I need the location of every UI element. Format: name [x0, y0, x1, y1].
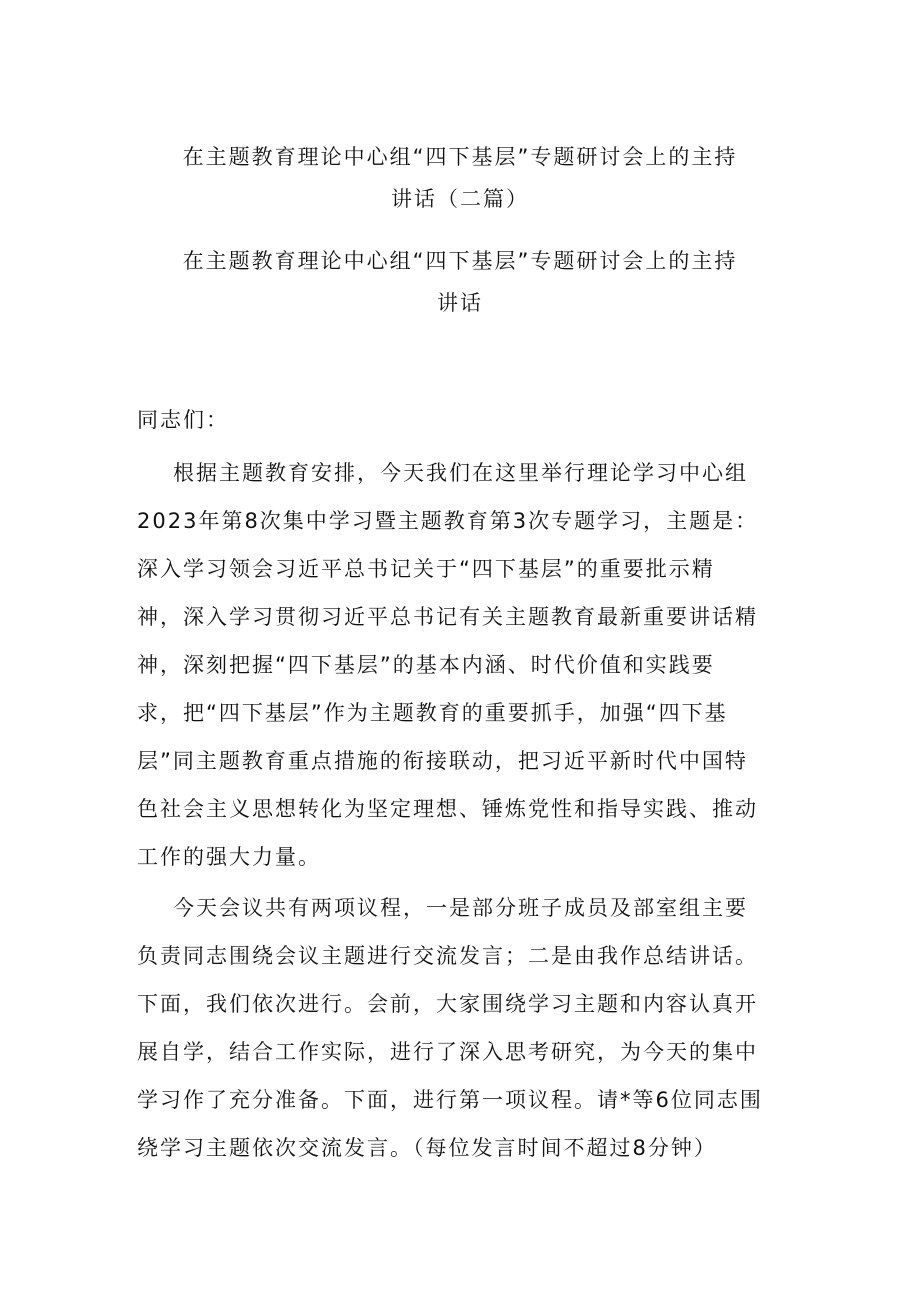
paragraph-line: 根据主题教育安排，今天我们在这里举行理论学习中心组 [173, 461, 748, 485]
paragraph-line: 层”同主题教育重点措施的衔接联动，把习近平新时代中国特 [137, 749, 748, 773]
paragraph-line: 2023年第8次集中学习暨主题教育第3次专题学习，主题是： [137, 509, 759, 533]
paragraph-2 [137, 884, 787, 1172]
greeting: 同志们： [137, 408, 229, 432]
paragraph-line: 展自学，结合工作实际，进行了深入思考研究，为今天的集中 [137, 1040, 758, 1064]
paragraph-line: 神，深刻把握“四下基层”的基本内涵、时代价值和实践要 [137, 653, 715, 677]
document-title [130, 136, 790, 220]
paragraph-line: 今天会议共有两项议程，一是部分班子成员及部室组主要 [173, 896, 748, 920]
paragraph-line: 神，深入学习贯彻习近平总书记有关主题教育最新重要讲话精 [137, 605, 758, 629]
paragraph-line: 色社会主义思想转化为坚定理想、锤炼党性和指导实践、推动 [137, 797, 758, 821]
title-line-2: 讲话（二篇） [391, 187, 529, 211]
title-line-1: 在主题教育理论中心组“四下基层”专题研讨会上的主持 [182, 145, 738, 169]
paragraph-line: 工作的强大力量。 [137, 845, 321, 869]
paragraph-line: 下面，我们依次进行。会前，大家围绕学习主题和内容认真开 [137, 992, 758, 1016]
document-subtitle [130, 240, 790, 324]
paragraph-1 [137, 449, 787, 881]
paragraph-line: 学习作了充分准备。下面，进行第一项议程。请*等6位同志围 [137, 1088, 763, 1112]
paragraph-line: 求，把“四下基层”作为主题教育的重要抓手，加强“四下基 [137, 701, 728, 725]
paragraph-line: 负责同志围绕会议主题进行交流发言；二是由我作总结讲话。 [137, 944, 758, 968]
paragraph-line: 绕学习主题依次交流发言。（每位发言时间不超过8分钟） [137, 1136, 717, 1160]
subtitle-line-1: 在主题教育理论中心组“四下基层”专题研讨会上的主持 [182, 249, 738, 273]
paragraph-line: 深入学习领会习近平总书记关于“四下基层”的重要批示精 [137, 557, 715, 581]
subtitle-line-2: 讲话 [437, 291, 483, 315]
